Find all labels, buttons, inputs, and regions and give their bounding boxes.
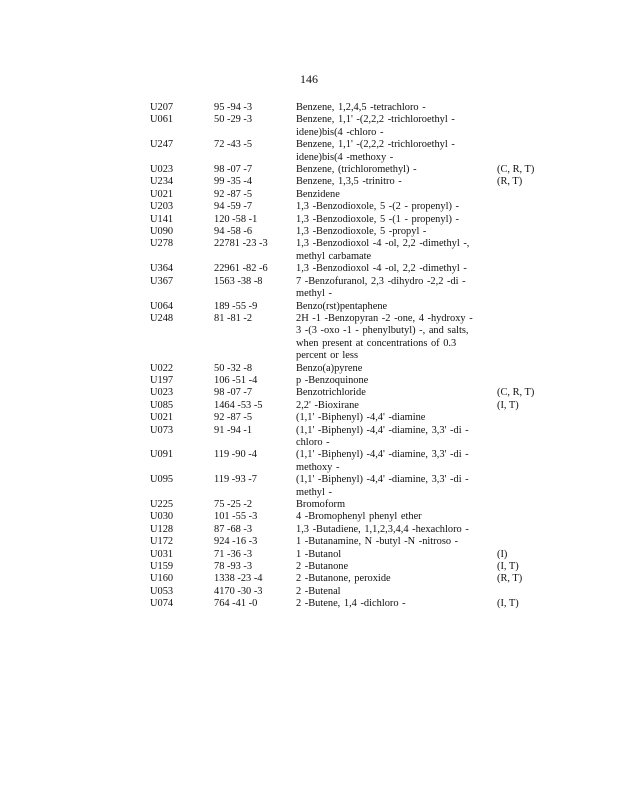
chemical-name: Benzidene	[296, 188, 340, 200]
hazard-code: (R, T)	[497, 176, 523, 188]
table-row	[150, 102, 550, 114]
table-row	[150, 238, 550, 263]
chemical-name: 2 -Butanone, peroxide	[296, 573, 391, 585]
chemical-name: Benzene, 1,1' -(2,2,2 -trichloroethyl - idene)bis(4 -chloro -	[296, 114, 455, 138]
table-row	[150, 263, 550, 275]
cas-number: 4170 -30 -3	[214, 585, 263, 597]
waste-code: U031	[150, 548, 174, 560]
cas-number: 78 -93 -3	[214, 561, 253, 573]
chemical-name: (1,1' -Biphenyl) -4,4' -diamine, 3,3' -di - chloro -	[296, 424, 469, 448]
waste-code: U023	[150, 387, 174, 399]
waste-code: U090	[150, 226, 174, 238]
hazard-code: (I, T)	[497, 399, 519, 411]
table-row	[150, 387, 550, 399]
cas-number: 95 -94 -3	[214, 102, 253, 113]
cas-number: 101 -55 -3	[214, 511, 258, 523]
cas-number: 50 -32 -8	[214, 362, 253, 374]
cas-number: 94 -59 -7	[214, 201, 253, 213]
cas-number: 91 -94 -1	[214, 424, 253, 436]
cas-number: 120 -58 -1	[214, 213, 258, 225]
table-row	[150, 400, 550, 412]
cas-number: 94 -58 -6	[214, 226, 253, 238]
waste-code: U128	[150, 523, 174, 535]
chemical-name: 1,3 -Benzodioxol -4 -ol, 2,2 -dimethyl -, methyl carbamate	[296, 238, 470, 262]
cas-number: 50 -29 -3	[214, 114, 253, 126]
cas-number: 71 -36 -3	[214, 548, 253, 560]
chemical-name: 1,3 -Butadiene, 1,1,2,3,4,4 -hexachloro -	[296, 523, 469, 535]
cas-number: 189 -55 -9	[214, 300, 258, 312]
table-row	[150, 524, 550, 536]
waste-code: U247	[150, 139, 174, 151]
cas-number: 764 -41 -0	[214, 598, 258, 610]
waste-code: U022	[150, 362, 174, 374]
cas-number: 75 -25 -2	[214, 499, 253, 510]
chemical-name: Benzene, (trichloromethyl) -	[296, 164, 417, 176]
waste-code: U159	[150, 561, 174, 573]
waste-code: U364	[150, 263, 174, 275]
waste-code: U203	[150, 201, 174, 213]
chemical-name: (1,1' -Biphenyl) -4,4' -diamine, 3,3' -di - methyl -	[296, 474, 469, 498]
table-row	[150, 214, 550, 226]
waste-code: U095	[150, 474, 174, 486]
table-row	[150, 536, 550, 548]
table-row	[150, 189, 550, 201]
cas-number: 92 -87 -5	[214, 412, 253, 424]
cas-number: 924 -16 -3	[214, 536, 258, 548]
chemical-name: p -Benzoquinone	[296, 374, 369, 386]
waste-code: U225	[150, 499, 174, 510]
chemical-name: 7 -Benzofuranol, 2,3 -dihydro -2,2 -di - methyl -	[296, 275, 466, 300]
cas-number: 99 -35 -4	[214, 176, 253, 188]
chemical-name: Benzene, 1,3,5 -trinitro -	[296, 176, 402, 188]
table-row	[150, 474, 550, 499]
chemical-name: Benzo(a)pyrene	[296, 362, 363, 374]
cas-number: 98 -07 -7	[214, 387, 253, 399]
chemical-name: 2 -Butene, 1,4 -dichloro -	[296, 598, 406, 610]
table-row	[150, 425, 550, 450]
chemical-name: Bromoform	[296, 499, 346, 510]
table-row	[150, 586, 550, 598]
table-row	[150, 363, 550, 375]
table-row	[150, 164, 550, 176]
waste-code: U278	[150, 238, 174, 250]
table-row	[150, 313, 550, 363]
chemical-name: Benzo(rst)pentaphene	[296, 300, 388, 312]
cas-number: 92 -87 -5	[214, 188, 253, 200]
hazard-code: (R, T)	[497, 573, 523, 585]
table-row	[150, 301, 550, 313]
chemical-name: 1,3 -Benzodioxole, 5 -(1 - propenyl) -	[296, 213, 459, 225]
waste-code: U021	[150, 412, 174, 424]
cas-number: 119 -93 -7	[214, 474, 257, 486]
chemical-name: 1 -Butanamine, N -butyl -N -nitroso -	[296, 536, 459, 548]
table-row	[150, 375, 550, 387]
table-row	[150, 499, 550, 511]
waste-code: U172	[150, 536, 174, 548]
table-row	[150, 573, 550, 585]
table-row	[150, 201, 550, 213]
table-row	[150, 139, 550, 164]
chemical-name: 2 -Butenal	[296, 585, 341, 597]
table-row	[150, 549, 550, 561]
cas-number: 1464 -53 -5	[214, 399, 263, 411]
chemical-name: 4 -Bromophenyl phenyl ether	[296, 511, 422, 523]
waste-code: U030	[150, 511, 174, 523]
table-row	[150, 226, 550, 238]
waste-code: U085	[150, 399, 174, 411]
cas-number: 87 -68 -3	[214, 523, 253, 535]
waste-code: U074	[150, 598, 174, 610]
table-row	[150, 276, 550, 301]
chemical-name: 2,2' -Bioxirane	[296, 399, 359, 411]
waste-code: U367	[150, 275, 174, 287]
waste-code: U234	[150, 176, 174, 188]
cas-number: 22961 -82 -6	[214, 263, 268, 275]
waste-code: U061	[150, 114, 174, 126]
page-number: 146	[300, 72, 318, 86]
chemical-name: Benzene, 1,2,4,5 -tetrachloro -	[296, 102, 426, 113]
waste-code: U207	[150, 102, 174, 113]
chemical-name: Benzene, 1,1' -(2,2,2 -trichloroethyl - idene)bis(4 -methoxy -	[296, 139, 455, 163]
hazard-code: (I, T)	[497, 561, 519, 573]
table-row	[150, 412, 550, 424]
cas-number: 22781 -23 -3	[214, 238, 268, 250]
table-row	[150, 561, 550, 573]
waste-code: U141	[150, 213, 174, 225]
cas-number: 98 -07 -7	[214, 164, 253, 176]
waste-code: U091	[150, 449, 174, 461]
cas-number: 1338 -23 -4	[214, 573, 263, 585]
waste-code: U248	[150, 312, 174, 324]
chemical-name: Benzotrichloride	[296, 387, 366, 399]
waste-code: U021	[150, 188, 174, 200]
chemical-name: 1,3 -Benzodioxol -4 -ol, 2,2 -dimethyl -	[296, 263, 467, 275]
chemical-name: (1,1' -Biphenyl) -4,4' -diamine, 3,3' -di - methoxy -	[296, 449, 469, 473]
table-row	[150, 511, 550, 523]
table-row	[150, 114, 550, 139]
table-row	[150, 598, 550, 610]
hazardous-waste-table	[150, 102, 550, 611]
chemical-name: 2H -1 -Benzopyran -2 -one, 4 -hydroxy - 3 -(3 -oxo -1 - phenylbutyl) -, and salts, when present at concentrations of 0.3 percent or less	[296, 312, 473, 362]
chemical-name: 1 -Butanol	[296, 548, 342, 560]
chemical-name: (1,1' -Biphenyl) -4,4' -diamine	[296, 412, 426, 424]
table-row	[150, 449, 550, 474]
chemical-name: 2 -Butanone	[296, 561, 349, 573]
hazard-code: (C, R, T)	[497, 387, 535, 399]
cas-number: 72 -43 -5	[214, 139, 253, 151]
waste-code: U073	[150, 424, 174, 436]
cas-number: 1563 -38 -8	[214, 275, 263, 287]
cas-number: 106 -51 -4	[214, 374, 258, 386]
chemical-name: 1,3 -Benzodioxole, 5 -propyl -	[296, 226, 427, 238]
chemical-name: 1,3 -Benzodioxole, 5 -(2 - propenyl) -	[296, 201, 459, 213]
hazard-code: (I)	[497, 548, 508, 560]
waste-code: U064	[150, 300, 174, 312]
cas-number: 81 -81 -2	[214, 312, 253, 324]
table-row	[150, 176, 550, 188]
waste-code: U053	[150, 585, 174, 597]
cas-number: 119 -90 -4	[214, 449, 257, 461]
waste-code: U023	[150, 164, 174, 176]
hazard-code: (I, T)	[497, 598, 519, 610]
waste-code: U197	[150, 374, 174, 386]
hazard-code: (C, R, T)	[497, 164, 535, 176]
waste-code: U160	[150, 573, 174, 585]
